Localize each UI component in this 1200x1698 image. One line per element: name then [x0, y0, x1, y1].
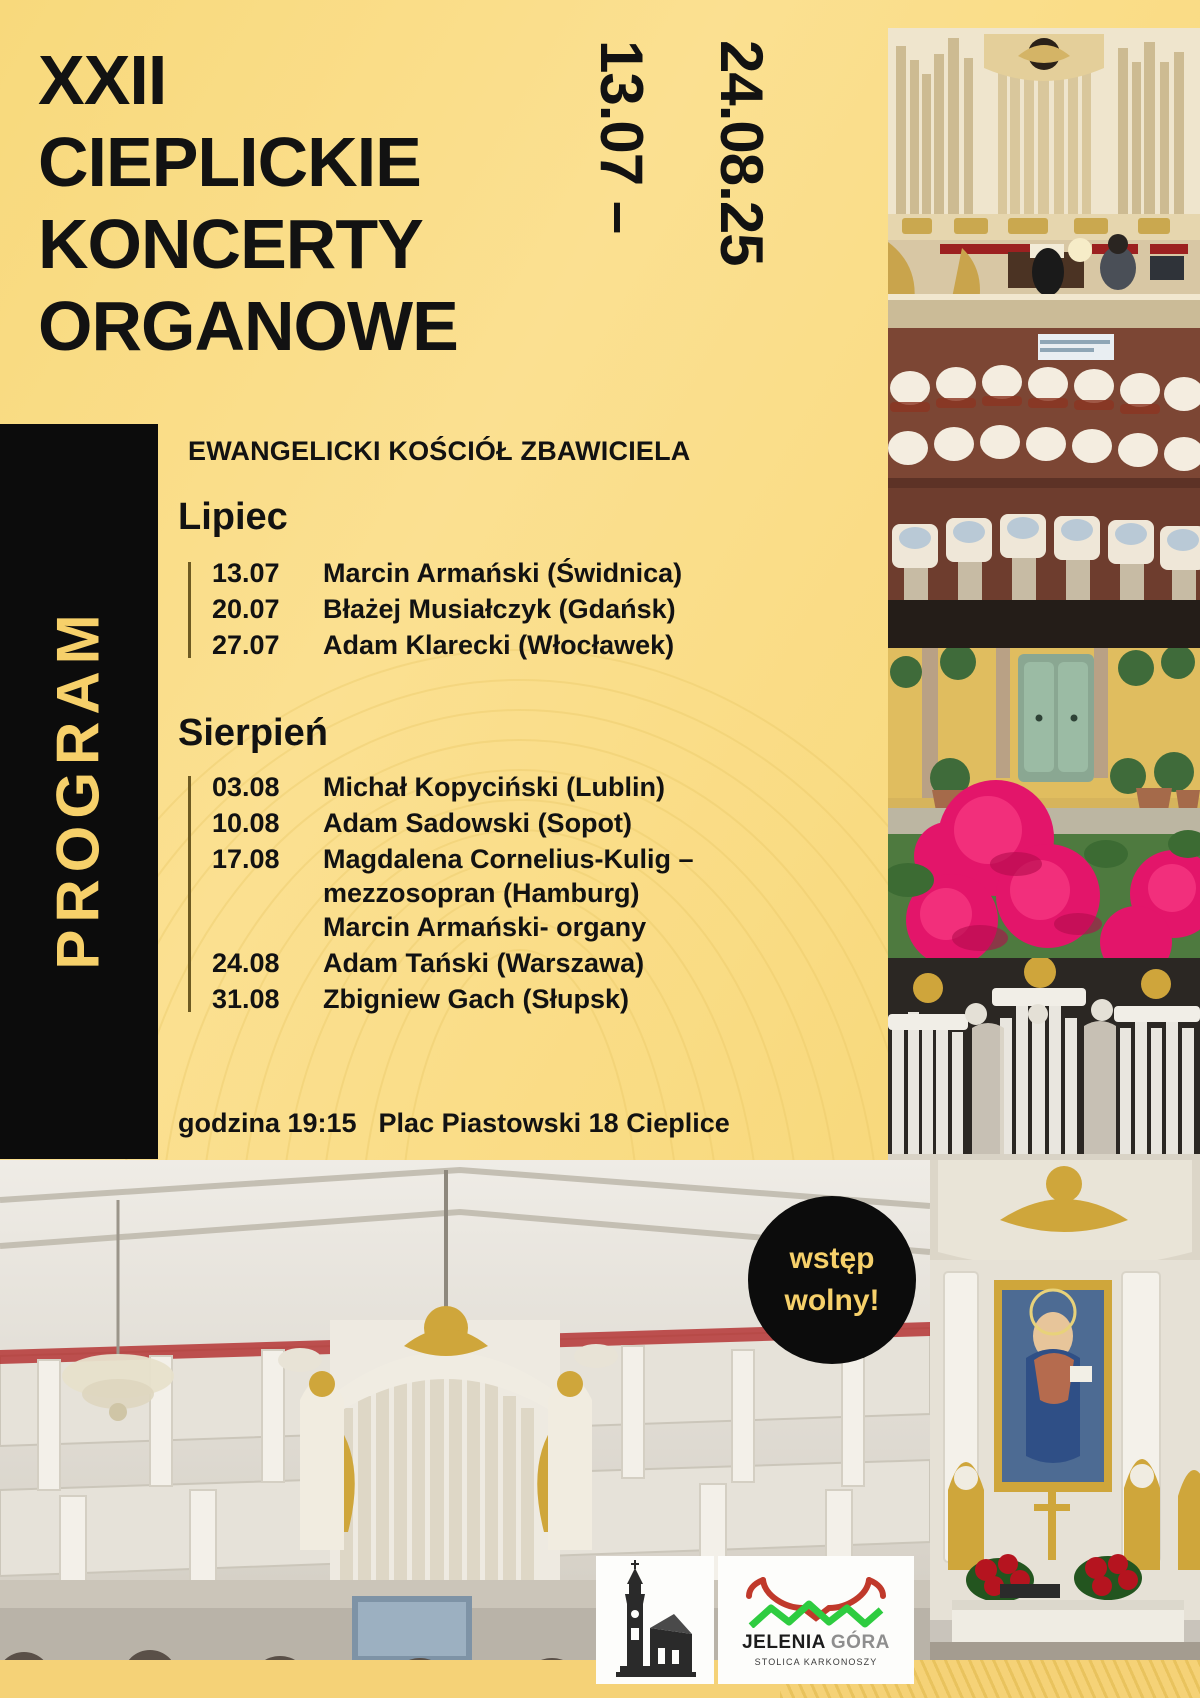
page-title — [38, 40, 638, 368]
event-performer: Michał Kopyciński (Lublin) — [323, 772, 666, 802]
event-date: 17.08 — [212, 844, 280, 875]
program-label: PROGRAM — [44, 607, 112, 970]
event-date: 20.07 — [212, 594, 280, 625]
list-item — [188, 770, 694, 804]
list-item — [188, 556, 682, 590]
photo-organ-side — [888, 958, 1200, 1168]
time-and-address — [178, 1108, 730, 1139]
badge-line-1: wstęp — [789, 1242, 875, 1275]
list-item — [188, 842, 694, 944]
photo-roses — [888, 648, 1200, 958]
photo-organ-top — [888, 28, 1200, 328]
concert-time: godzina 19:15 — [178, 1108, 357, 1138]
event-date: 13.07 — [212, 558, 280, 588]
jelenia-gora-wordmark — [742, 1632, 890, 1654]
event-date: 03.08 — [212, 772, 280, 802]
event-performer-line-2: mezzosopran (Hamburg) — [323, 878, 640, 909]
jelenia-gora-logo — [718, 1556, 914, 1684]
date-range-end: 24.08.25 — [708, 40, 775, 266]
jelenia-gora-tagline: STOLICA KARKONOSZY — [754, 1656, 878, 1667]
event-date: 27.07 — [212, 630, 280, 661]
group-rail — [188, 776, 191, 1012]
program-sidebar — [0, 424, 158, 1159]
list-item — [188, 806, 694, 840]
right-photo-column — [888, 28, 1200, 1168]
title-line-2: KONCERTY — [38, 204, 423, 283]
group-rail — [188, 562, 191, 658]
event-performer: Marcin Armański (Świdnica) — [323, 558, 683, 588]
month-heading-july: Lipiec — [178, 496, 288, 538]
event-performer: Adam Sadowski (Sopot) — [323, 808, 633, 839]
event-performer-line-3: Marcin Armański- organy — [323, 912, 647, 943]
list-item — [188, 628, 682, 662]
event-group-july — [188, 556, 682, 664]
jg-word-2: GÓRA — [830, 1631, 890, 1653]
list-item — [188, 946, 694, 980]
venue-name: EWANGELICKI KOŚCIÓŁ ZBAWICIELA — [188, 436, 691, 466]
event-date: 10.08 — [212, 808, 280, 839]
church-logo — [596, 1556, 714, 1684]
list-item — [188, 592, 682, 626]
event-group-august — [188, 770, 694, 1018]
event-date: 24.08 — [212, 948, 280, 979]
event-date: 31.08 — [212, 984, 280, 1015]
title-line-3: ORGANOWE — [38, 286, 458, 365]
date-range-start: 13.07 – — [588, 40, 655, 234]
event-performer: Błażej Musiałczyk (Gdańsk) — [323, 594, 676, 625]
event-performer-line-1: Magdalena Cornelius-Kulig – — [323, 844, 694, 875]
badge-line-2: wolny! — [784, 1284, 880, 1317]
list-item — [188, 982, 694, 1016]
title-line-1: CIEPLICKIE — [38, 122, 421, 201]
month-heading-august: Sierpień — [178, 712, 328, 754]
free-entry-badge — [748, 1196, 916, 1364]
concert-address: Plac Piastowski 18 Cieplice — [378, 1108, 730, 1138]
event-performer — [323, 842, 694, 944]
event-performer: Adam Klarecki (Włocławek) — [323, 630, 675, 661]
edition-number: XXII — [38, 41, 167, 119]
antlers-mountains-icon — [741, 1574, 891, 1628]
event-performer: Adam Tański (Warszawa) — [323, 948, 645, 979]
event-performer: Zbigniew Gach (Słupsk) — [323, 984, 630, 1015]
jg-word-1: JELENIA — [742, 1631, 826, 1653]
photo-organ-stops — [888, 328, 1200, 648]
